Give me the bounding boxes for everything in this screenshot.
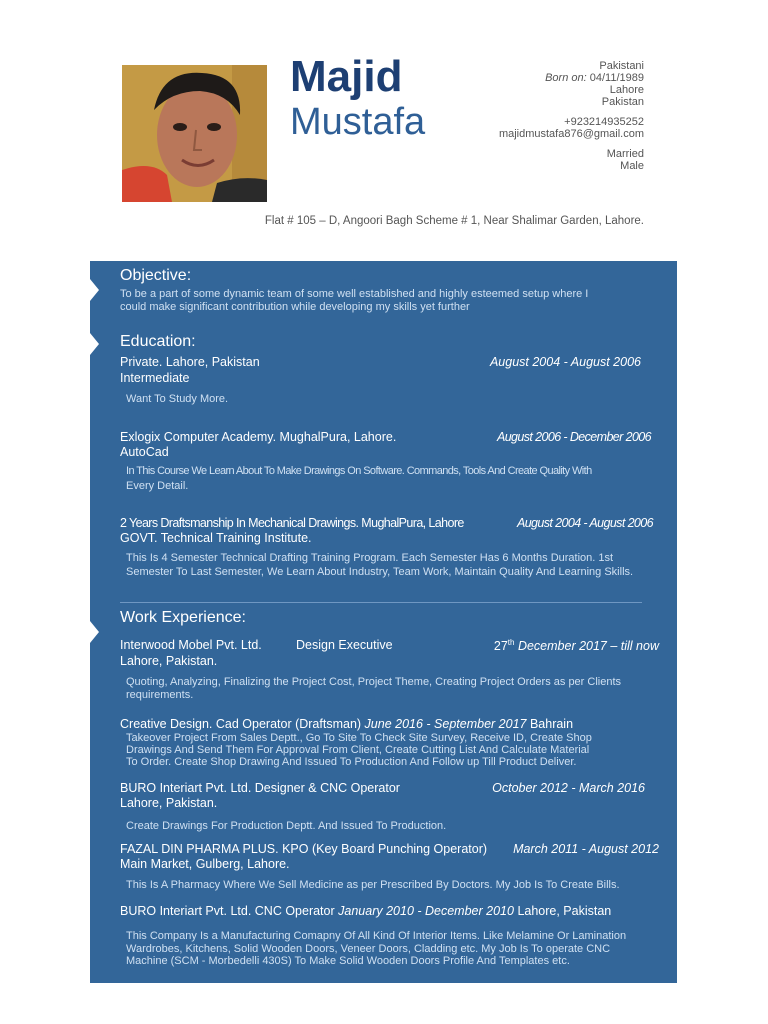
work-date: June 2016 - September 2017 — [364, 717, 527, 731]
work-location: Main Market, Gulberg, Lahore. — [120, 857, 290, 871]
work-location: Bahrain — [529, 717, 574, 731]
education-title: Education: — [120, 333, 196, 350]
work-company — [120, 717, 573, 731]
work-company: Interwood Mobel Pvt. Ltd. — [120, 638, 262, 652]
work-location: Lahore, Pakistan. — [120, 796, 218, 810]
section-marker — [90, 279, 99, 301]
edu-desc: In This Course We Learn About To Make Drawings On Software. Commands, Tools And Create Quality With — [126, 465, 592, 477]
work-desc: To Order. Create Shop Drawing And Issued To Production And Follow up Till Product Deliver. — [126, 756, 577, 768]
work-desc: This Is A Pharmacy Where We Sell Medicine as per Prescribed By Doctors. My Job Is To Create Bills. — [126, 879, 620, 891]
work-date: October 2012 - March 2016 — [492, 781, 645, 795]
section-divider — [120, 602, 642, 603]
phone: +923214935252 — [564, 116, 644, 128]
work-desc: Machine (SCM - Morbedelli 430S) To Make Solid Wooden Doors Profile And Templates etc. — [126, 955, 570, 967]
work-desc: This Company Is a Manufacturing Comapny Of All Kind Of Interior Items. Like Melamine Or Lamination — [126, 930, 627, 942]
last-name: Mustafa — [290, 101, 426, 143]
born-date: 04/11/1989 — [589, 72, 644, 84]
edu-desc: Semester To Last Semester, We Learn About Industry, Team Work, Maintain Quality And Learning Skills. — [126, 566, 634, 578]
country: Pakistan — [601, 96, 644, 108]
date-suffix: th — [507, 638, 515, 647]
born-label: Born on: — [545, 72, 587, 84]
edu-institution: 2 Years Draftsmanship In Mechanical Drawings. MughalPura, Lahore — [120, 516, 464, 530]
work-date — [494, 638, 659, 653]
first-name: Majid — [290, 52, 403, 101]
work-desc: requirements. — [126, 689, 194, 701]
edu-program: Intermediate — [120, 371, 190, 385]
work-company: BURO Interiart Pvt. Ltd. Designer & CNC Operator — [120, 781, 400, 795]
objective-title: Objective: — [120, 267, 192, 284]
work-desc: Wardrobes, Kitchens, Solid Wooden Doors, Veneer Doors, Cladding etc. My Job Is To operate CNC — [126, 943, 611, 955]
work-desc: Create Drawings For Production Deptt. And Issued To Production. — [126, 820, 447, 832]
section-marker — [90, 333, 99, 355]
work-company-name: Creative Design. Cad Operator (Draftsman) — [120, 717, 362, 731]
birth-info — [499, 72, 644, 84]
work-company: FAZAL DIN PHARMA PLUS. KPO (Key Board Punching Operator) — [120, 842, 488, 856]
gender: Male — [620, 160, 644, 172]
city: Lahore — [609, 84, 644, 96]
work-company — [120, 904, 611, 918]
edu-desc: Every Detail. — [126, 480, 189, 492]
work-location: Lahore, Pakistan — [517, 904, 612, 918]
personal-info — [499, 60, 644, 172]
edu-program: AutoCad — [120, 445, 169, 459]
objective-line: could make significant contribution while developing my skills yet further — [120, 301, 470, 313]
edu-program: GOVT. Technical Training Institute. — [120, 531, 312, 545]
nationality: Pakistani — [599, 60, 644, 72]
work-company-name: BURO Interiart Pvt. Ltd. CNC Operator — [120, 904, 335, 918]
edu-date: August 2006 - December 2006 — [496, 430, 651, 444]
date-rest: December 2017 – till now — [514, 639, 659, 654]
work-date: March 2011 - August 2012 — [513, 842, 659, 856]
work-location: Lahore, Pakistan. — [120, 654, 218, 668]
address: Flat # 105 – D, Angoori Bagh Scheme # 1, Near Shalimar Garden, Lahore. — [264, 215, 644, 227]
work-desc: Quoting, Analyzing, Finalizing the Project Cost, Project Theme, Creating Project Orders as per Clients — [126, 676, 622, 688]
objective-line: To be a part of some dynamic team of some well established and highly esteemed setup where I — [120, 288, 589, 300]
edu-desc: This Is 4 Semester Technical Drafting Training Program. Each Semester Has 6 Months Duration. 1st — [126, 552, 614, 564]
edu-institution: Exlogix Computer Academy. MughalPura, Lahore. — [120, 430, 397, 444]
section-marker — [90, 621, 99, 643]
edu-institution: Private. Lahore, Pakistan — [120, 355, 260, 369]
profile-photo — [122, 65, 267, 202]
date-day: 27 — [493, 639, 508, 654]
edu-desc: Want To Study More. — [126, 393, 229, 405]
objective-text — [120, 288, 640, 314]
marital-status: Married — [606, 148, 644, 160]
work-desc: Drawings And Send Them For Approval From Client, Create Cutting List And Calculate Material — [126, 744, 590, 756]
work-desc: Takeover Project From Sales Deptt., Go To Site To Check Site Survey, Receive ID, Create Shop — [126, 732, 592, 744]
edu-date: August 2004 - August 2006 — [516, 516, 653, 530]
work-title: Work Experience: — [120, 609, 246, 626]
work-role: Design Executive — [296, 638, 393, 652]
email: majidmustafa876@gmail.com — [498, 128, 644, 140]
edu-date: August 2004 - August 2006 — [489, 355, 641, 369]
resume-panel — [90, 261, 677, 983]
work-date: January 2010 - December 2010 — [338, 904, 514, 918]
